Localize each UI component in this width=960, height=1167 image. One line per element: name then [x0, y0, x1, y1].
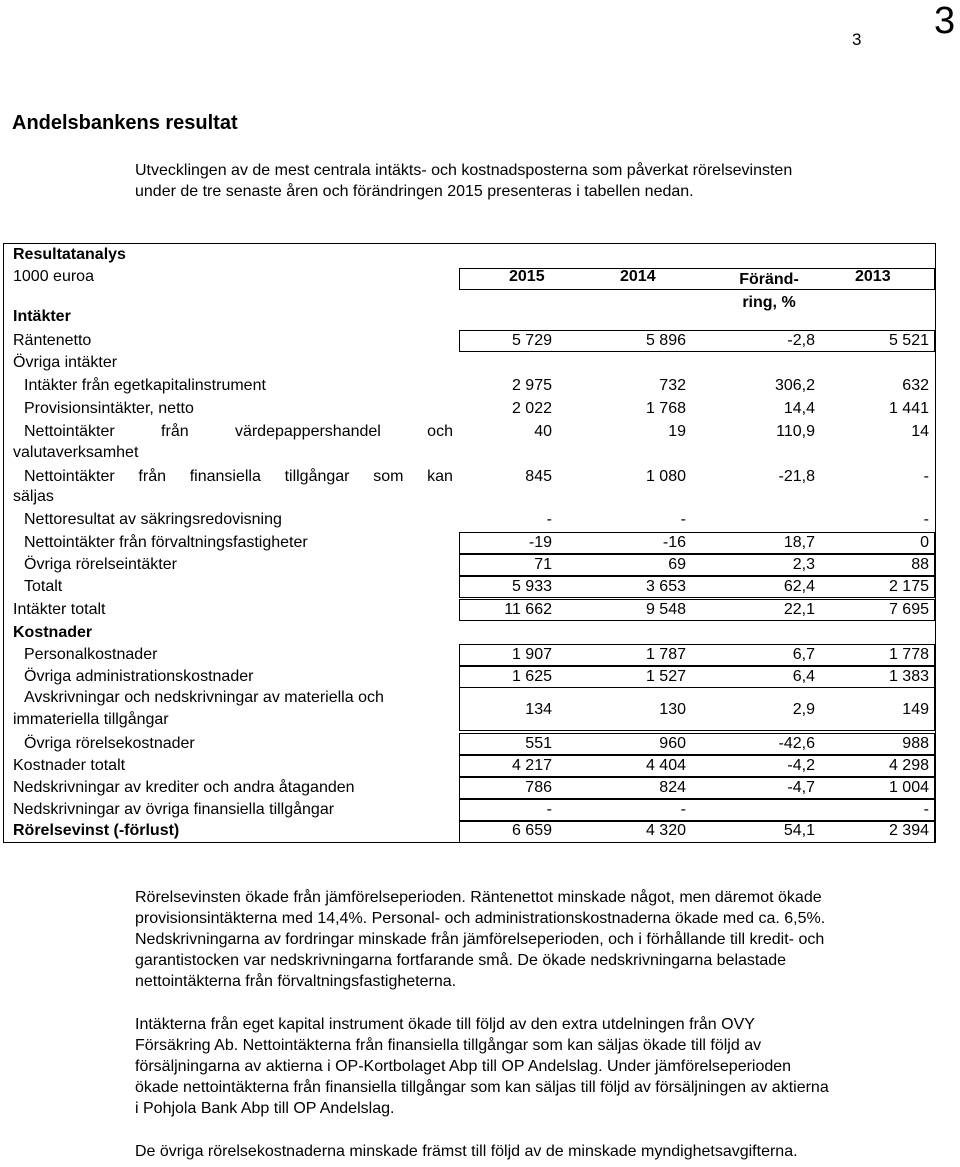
value-2013: 4 298 — [888, 757, 929, 774]
header-2014: 2014 — [620, 268, 656, 285]
table-header-row — [4, 268, 935, 314]
header-change-line2: ring, % — [742, 294, 796, 311]
intro-paragraph — [135, 160, 935, 202]
value-change: 18,7 — [783, 534, 815, 551]
value-2013: - — [923, 468, 929, 485]
row-label: Intäkter från egetkapitalinstrument — [24, 377, 266, 394]
value-change: 22,1 — [783, 601, 815, 618]
value-2013: - — [923, 801, 929, 818]
row-label — [24, 423, 453, 441]
value-change: 2,3 — [792, 556, 815, 573]
value-2015: 2 975 — [511, 377, 552, 394]
value-2013: 14 — [911, 423, 929, 440]
value-change: 306,2 — [774, 377, 815, 394]
label-word: Nettointäkter — [24, 423, 115, 440]
value-2015: -19 — [528, 534, 552, 551]
table-title: Resultatanalys — [13, 246, 126, 263]
value-2014: 732 — [659, 377, 686, 394]
value-2013: 149 — [902, 701, 929, 718]
value-2013: 988 — [902, 735, 929, 752]
value-change: -42,6 — [778, 735, 815, 752]
row-label: Nedskrivningar av krediter och andra åtaganden — [13, 779, 355, 796]
header-2013: 2013 — [855, 268, 891, 285]
value-2013: 2 175 — [888, 578, 929, 595]
value-2013: 1 004 — [888, 779, 929, 796]
label-word: från — [161, 423, 189, 440]
value-2015: 4 217 — [511, 757, 552, 774]
result-analysis-table — [3, 243, 936, 843]
paragraph-line: provisionsintäkterna med 14,4%. Personal- och administrationskostnaderna ökade med ca. 6,5%. — [135, 910, 826, 927]
value-2014: 1 527 — [645, 668, 686, 685]
label-word: och — [427, 423, 453, 440]
row-label: Avskrivningar och nedskrivningar av materiella och — [24, 689, 384, 706]
paragraph-line: garantistocken var nedskrivningarna fortfarande små. De ökade nedskrivningarna belastade — [135, 952, 787, 969]
row-label-continuation: immateriella tillgångar — [13, 711, 169, 728]
value-2015: 71 — [534, 556, 552, 573]
label-word: från — [138, 468, 166, 485]
value-2015: 40 — [534, 423, 552, 440]
value-change: 6,7 — [792, 646, 815, 663]
header-change — [724, 268, 814, 314]
value-2014: 130 — [659, 701, 686, 718]
row-label-continuation: säljas — [13, 488, 54, 505]
value-2014: 824 — [659, 779, 686, 796]
value-2015: 5 729 — [511, 332, 552, 349]
value-2015: 1 625 — [511, 668, 552, 685]
value-2013: 632 — [902, 377, 929, 394]
header-2015: 2015 — [509, 268, 545, 285]
paragraph-line: De övriga rörelsekostnaderna minskade främst till följd av de minskade myndighetsavgifterna. — [135, 1143, 798, 1160]
paragraph-line: Försäkring Ab. Nettointäkterna från finansiella tillgångar som kan säljas ökade till följd av — [135, 1037, 762, 1054]
value-2013: 1 441 — [888, 400, 929, 417]
value-2013: 2 394 — [888, 822, 929, 839]
value-2015: 786 — [525, 779, 552, 796]
commentary-paragraph — [135, 887, 945, 992]
value-2013: 88 — [911, 556, 929, 573]
value-2014: - — [680, 511, 686, 528]
label-word: som — [373, 468, 404, 485]
value-change: -4,7 — [787, 779, 815, 796]
row-label-continuation: valutaverksamhet — [13, 444, 139, 461]
value-change: 6,4 — [792, 668, 815, 685]
intro-line: under de tre senaste åren och förändringen 2015 presenteras i tabellen nedan. — [135, 183, 694, 200]
row-label: Provisionsintäkter, netto — [24, 400, 194, 417]
row-label: Övriga administrationskostnader — [24, 668, 254, 685]
row-label: Övriga rörelseintäkter — [24, 556, 177, 573]
value-change: 54,1 — [783, 822, 815, 839]
paragraph-line: Nedskrivningarna av fordringar minskade från jämförelseperioden, och i förhållande till kredit- och — [135, 931, 825, 948]
value-2014: -16 — [662, 534, 686, 551]
paragraph-line: nettointäkterna från förvaltningsfastigheterna. — [135, 973, 457, 990]
row-label: Nettointäkter från förvaltningsfastigheter — [24, 534, 308, 551]
value-2013: 5 521 — [888, 332, 929, 349]
label-word: tillgångar — [284, 468, 350, 485]
row-label: Övriga intäkter — [13, 354, 118, 371]
value-2015: 1 907 — [511, 646, 552, 663]
value-change: -4,2 — [787, 757, 815, 774]
value-2014: 1 080 — [645, 468, 686, 485]
value-change: -21,8 — [778, 468, 815, 485]
paragraph-line: Intäkterna från eget kapital instrument ökade till följd av den extra utdelningen från OVY — [135, 1016, 755, 1033]
value-change: 110,9 — [776, 423, 815, 440]
section-income: Intäkter — [13, 308, 71, 325]
value-change: 14,4 — [783, 400, 815, 417]
row-label: Övriga rörelsekostnader — [24, 735, 195, 752]
header-change-line1: Föränd- — [739, 271, 799, 288]
row-label: Personalkostnader — [24, 646, 158, 663]
page-number-large: 3 — [934, 0, 956, 42]
value-2014: 4 404 — [645, 757, 686, 774]
intro-line: Utvecklingen av de mest centrala intäkts- och kostnadsposterna som påverkat rörelsevinsten — [135, 162, 793, 179]
page-title: Andelsbankens resultat — [12, 112, 238, 134]
row-label — [24, 468, 453, 486]
paragraph-line: Rörelsevinsten ökade från jämförelseperioden. Räntenettot minskade något, men däremot ökade — [135, 889, 822, 906]
value-change: 2,9 — [792, 701, 815, 718]
value-2015: - — [546, 801, 552, 818]
value-2014: 19 — [668, 423, 686, 440]
unit-label: 1000 euroa — [13, 268, 94, 285]
value-change: -2,8 — [787, 332, 815, 349]
label-word: kan — [427, 468, 453, 485]
label-word: värdepappershandel — [234, 423, 381, 440]
commentary-paragraph — [135, 1141, 945, 1162]
value-2013: 0 — [920, 534, 929, 551]
paragraph-line: ökade nettointäkterna från finansiella tillgångar som kan säljas till följd av försäljningen av aktierna — [135, 1079, 829, 1096]
value-2014: 9 548 — [645, 601, 686, 618]
value-box — [459, 799, 935, 821]
value-2013: - — [923, 511, 929, 528]
value-2014: 5 896 — [645, 332, 686, 349]
value-2014: 4 320 — [645, 822, 686, 839]
value-2015: 6 659 — [511, 822, 552, 839]
page-number-small: 3 — [852, 30, 862, 49]
value-2014: 1 787 — [645, 646, 686, 663]
label-word: finansiella — [189, 468, 261, 485]
value-2015: 134 — [525, 701, 552, 718]
row-label: Nettoresultat av säkringsredovisning — [24, 511, 282, 528]
value-2013: 1 383 — [888, 668, 929, 685]
value-2015: 551 — [525, 735, 552, 752]
value-2014: 960 — [659, 735, 686, 752]
row-label: Intäkter totalt — [13, 601, 106, 618]
value-2014: 3 653 — [645, 578, 686, 595]
section-costs: Kostnader — [13, 624, 93, 641]
row-label: Kostnader totalt — [13, 757, 126, 774]
value-2014: 69 — [668, 556, 686, 573]
value-2015: 845 — [525, 468, 552, 485]
value-2015: 5 933 — [511, 578, 552, 595]
row-label: Totalt — [24, 578, 63, 595]
value-2013: 7 695 — [888, 601, 929, 618]
value-box — [459, 554, 935, 576]
commentary-paragraph — [135, 1014, 945, 1119]
value-2015: 2 022 — [511, 400, 552, 417]
value-2014: 1 768 — [645, 400, 686, 417]
value-2014: - — [680, 801, 686, 818]
row-label: Nedskrivningar av övriga finansiella tillgångar — [13, 801, 335, 818]
row-label: Räntenetto — [13, 332, 92, 349]
value-2015: - — [546, 511, 552, 528]
paragraph-line: försäljningarna av aktierna i OP-Kortbolaget Abp till OP Andelslag. Under jämförelseperioden — [135, 1058, 792, 1075]
value-change: 62,4 — [783, 578, 815, 595]
label-word: Nettointäkter — [24, 468, 115, 485]
table-title-row — [4, 246, 935, 268]
paragraph-line: i Pohjola Bank Abp till OP Andelslag. — [135, 1100, 395, 1117]
row-label: Rörelsevinst (-förlust) — [13, 822, 180, 839]
value-2015: 11 662 — [504, 601, 552, 618]
value-2013: 1 778 — [888, 646, 929, 663]
